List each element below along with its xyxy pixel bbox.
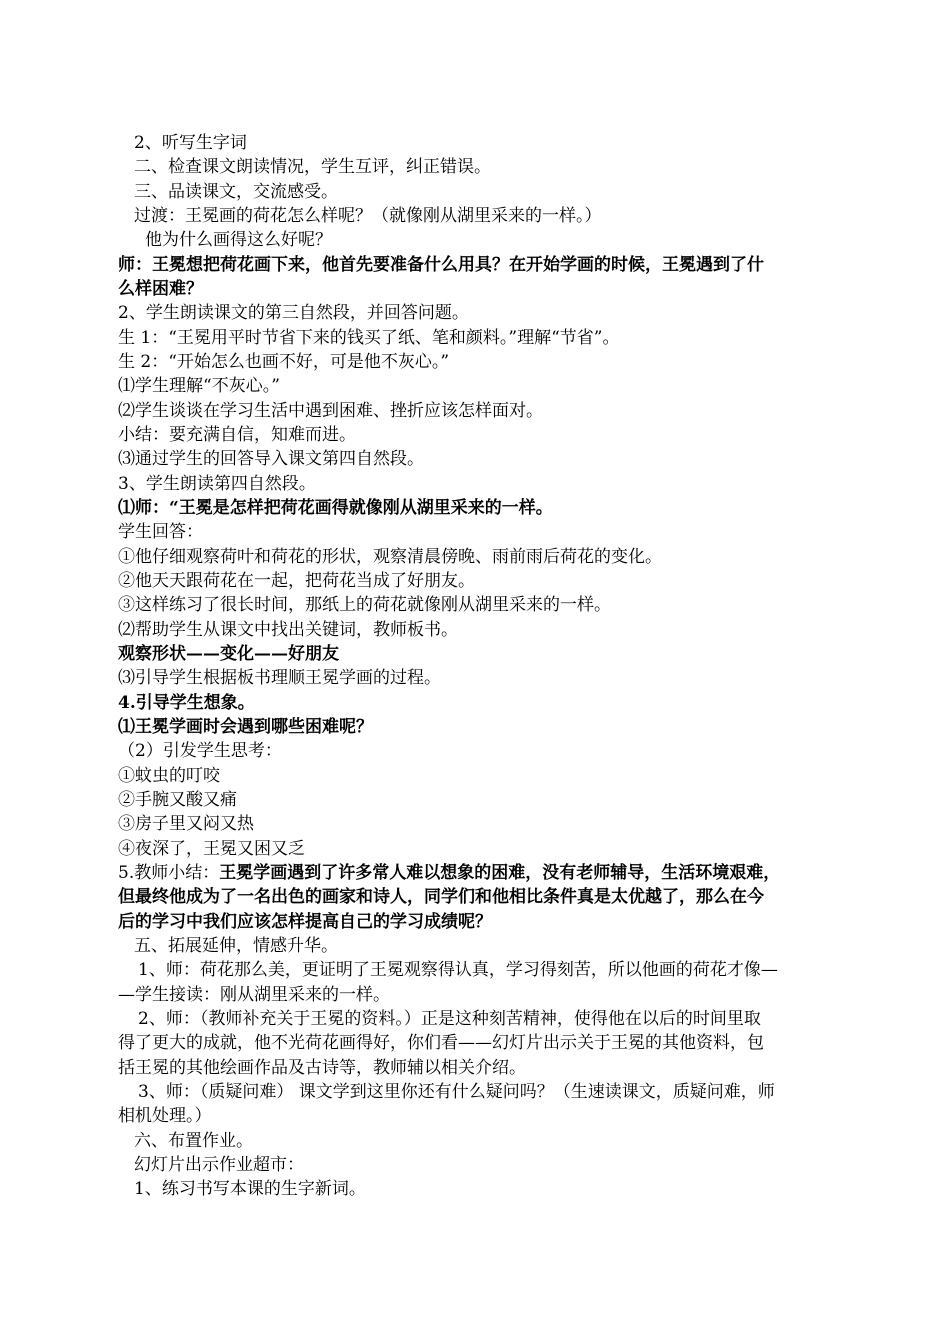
text-line: 相机处理。） [118,1106,212,1126]
bold-text-line: 么样困难？ [118,279,203,299]
text-line: 生 2：“开始怎么也画不好，可是他不灰心。” [118,352,450,372]
bold-text-line: 后的学习中我们应该怎样提高自己的学习成绩呢？ [118,912,492,932]
text-line: 括王冕的其他绘画作品及古诗等，教师辅以相关介绍。 [118,1058,526,1078]
bold-text-line: ⑴王冕学画时会遇到哪些困难呢？ [118,717,373,737]
text-line: 2、听写生字词 [134,133,247,153]
text-line: 六、布置作业。 [134,1131,253,1151]
text-line [118,861,838,885]
bold-text-line: ⑴师：“王冕是怎样把荷花画得就像刚从湖里采来的一样。 [118,498,553,518]
text-line: ①他仔细观察荷叶和荷花的形状，观察清晨傍晚、雨前雨后荷花的变化。 [118,547,662,567]
bold-text-line: 但最终他成为了一名出色的画家和诗人，同学们和他相比条件真是太优越了，那么在今 [118,887,764,907]
text-line: ⑴学生理解“不灰心。” [118,376,280,396]
text-line: （2）引发学生思考： [118,741,282,761]
text-line: 过渡：王冕画的荷花怎么样呢？（就像刚从湖里采来的一样。） [134,206,602,226]
text-line: 学生回答： [118,522,203,542]
text-line: ②手腕又酸又痛 [118,790,237,810]
text-line: ⑶引导学生根据板书理顺王冕学画的过程。 [118,668,441,688]
text-line: 2、师：（教师补充关于王冕的资料。）正是这种刻苦精神，使得他在以后的时间里取 [138,1009,761,1029]
text-line: 他为什么画得这么好呢？ [145,230,332,250]
summary-label: 5.教师小结： [118,863,220,883]
text-line: 3、学生朗读第四自然段。 [118,474,316,494]
text-line: 3、师：（质疑问难） 课文学到这里你还有什么疑问吗？（生速读课文，质疑问难，师 [138,1082,775,1102]
bold-text-line: 观察形状——变化——好朋友 [118,644,339,664]
text-line: 二、检查课文朗读情况，学生互评，纠正错误。 [134,157,491,177]
text-line: ⑵帮助学生从课文中找出关键词，教师板书。 [118,620,458,640]
text-line: 生 1：“王冕用平时节省下来的钱买了纸、笔和颜料。”理解“节省”。 [118,328,620,348]
text-line: ②他天天跟荷花在一起，把荷花当成了好朋友。 [118,571,475,591]
bold-text-line: 师：王冕想把荷花画下来，他首先要准备什么用具？在开始学画的时候，王冕遇到了什 [118,255,764,275]
text-line: 得了更大的成就，他不光荷花画得好，你们看——幻灯片出示关于王冕的其他资料，包 [118,1033,764,1053]
text-line: ⑶通过学生的回答导入课文第四自然段。 [118,449,424,469]
text-line: 五、拓展延伸，情感升华。 [134,936,338,956]
text-line: ③这样练习了很长时间，那纸上的荷花就像刚从湖里采来的一样。 [118,595,611,615]
text-line: ⑵学生谈谈在学习生活中遇到困难、挫折应该怎样面对。 [118,401,543,421]
text-line: 小结：要充满自信，知难而进。 [118,425,356,445]
text-line: 1、练习书写本课的生字新词。 [134,1179,366,1199]
bold-text-line: 4.引导学生想象。 [118,693,255,713]
text-line: 2、学生朗读课文的第三自然段，并回答问题。 [118,303,469,323]
text-line: 1、师：荷花那么美，更证明了王冕观察得认真，学习得刻苦，所以他画的荷花才像— [138,960,778,980]
text-line: —学生接读：刚从湖里采来的一样。 [118,985,390,1005]
text-line: 三、品读课文，交流感受。 [134,182,338,202]
text-line: ①蚊虫的叮咬 [118,766,220,786]
text-line: 幻灯片出示作业超市： [134,1155,304,1175]
text-line: ④夜深了，王冕又困又乏 [118,839,305,859]
text-line: ③房子里又闷又热 [118,814,254,834]
summary-bold-text: 王冕学画遇到了许多常人难以想象的困难，没有老师辅导，生活环境艰难， [219,863,781,883]
